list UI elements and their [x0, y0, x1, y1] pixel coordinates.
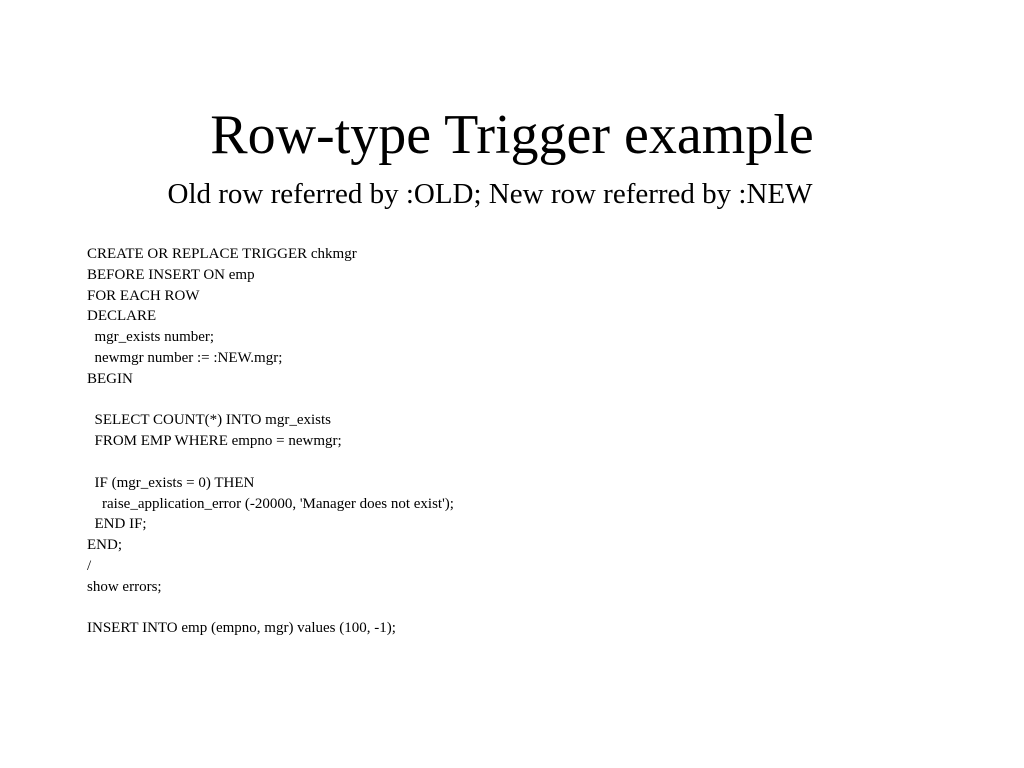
- code-line: IF (mgr_exists = 0) THEN: [87, 474, 255, 491]
- code-line: END;: [87, 537, 122, 554]
- code-line: FROM EMP WHERE empno = newmgr;: [87, 433, 342, 450]
- code-line: BEGIN: [87, 370, 133, 387]
- code-line: DECLARE: [87, 308, 157, 325]
- code-line: newmgr number := :NEW.mgr;: [87, 349, 283, 366]
- slide-title: Row-type Trigger example: [210, 104, 814, 166]
- code-line: BEFORE INSERT ON emp: [87, 266, 255, 283]
- code-block: [87, 244, 454, 639]
- code-line: [87, 452, 454, 473]
- slide-subtitle: Old row referred by :OLD; New row referred by :NEW: [167, 178, 813, 210]
- code-line: /: [87, 557, 92, 574]
- code-line: SELECT COUNT(*) INTO mgr_exists: [87, 412, 332, 429]
- code-line: raise_application_error (-20000, 'Manager does not exist');: [87, 495, 454, 512]
- code-line: [87, 390, 454, 411]
- code-line: show errors;: [87, 578, 162, 595]
- code-line: END IF;: [87, 516, 147, 533]
- code-line: mgr_exists number;: [87, 329, 215, 346]
- code-line: CREATE OR REPLACE TRIGGER chkmgr: [87, 246, 357, 262]
- code-line: [87, 598, 454, 619]
- code-line: FOR EACH ROW: [87, 287, 200, 304]
- code-line: INSERT INTO emp (empno, mgr) values (100, -1);: [87, 620, 396, 637]
